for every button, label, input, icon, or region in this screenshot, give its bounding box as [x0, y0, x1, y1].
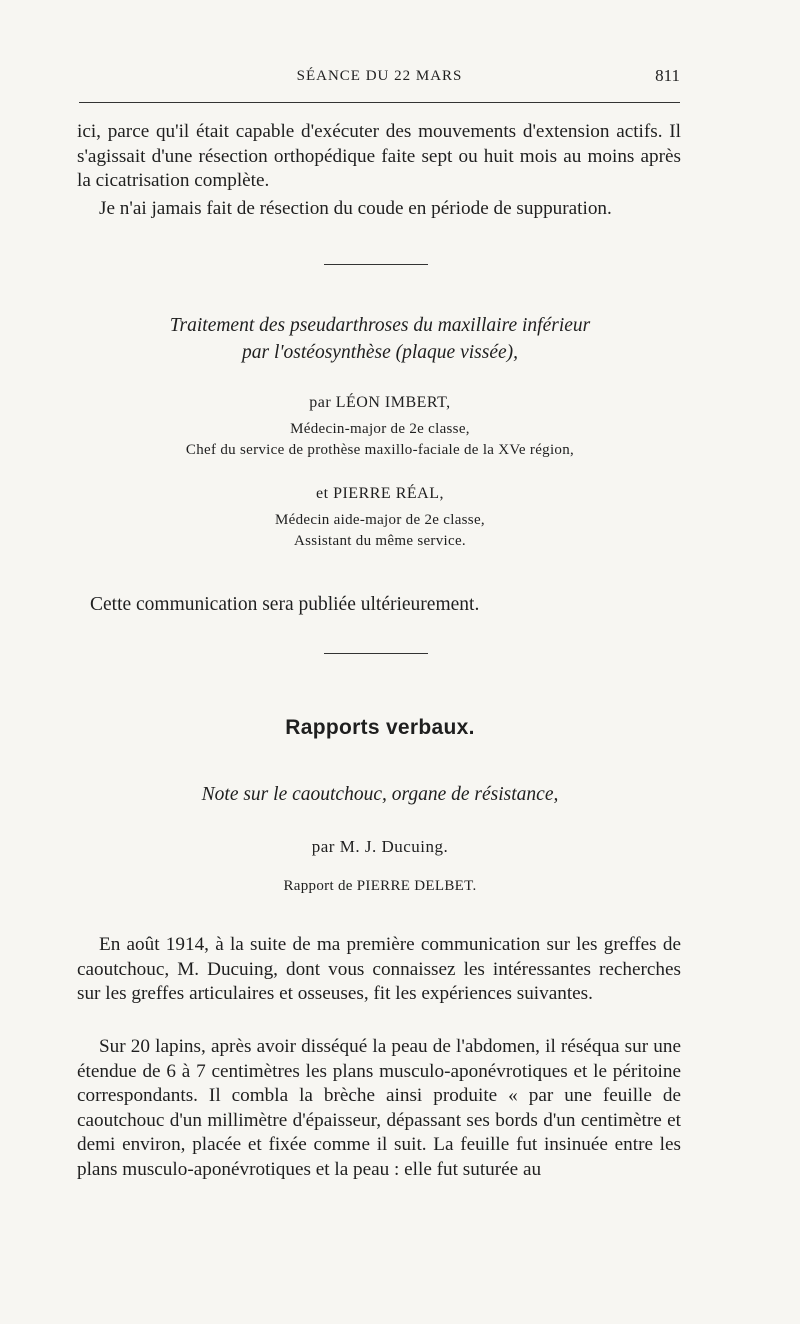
intro-paragraph-2: Je n'ai jamais fait de résection du coude en période de suppuration.: [99, 198, 612, 219]
author-1-affiliation-2: Chef du service de prothèse maxillo-faciale de la XVe région,: [185, 442, 575, 458]
running-head-title: SÉANCE DU 22 MARS: [296, 68, 463, 84]
publication-note: Cette communication sera publiée ultérieurement.: [90, 594, 480, 615]
author-1: par LÉON IMBERT,: [309, 394, 451, 411]
section-divider: [324, 264, 428, 265]
author-2-affiliation-1: Médecin aide-major de 2e classe,: [275, 512, 485, 528]
page-number: 811: [655, 66, 680, 85]
intro-paragraph: ici, parce qu'il était capable d'exécuter des mouvements d'extension actifs. Il s'agissait d'une résection orthopédique faite sept ou huit mois au moins après la cicatrisation complète.: [77, 121, 681, 191]
header-rule: [79, 102, 680, 103]
section-heading: Rapports verbaux.: [285, 716, 475, 739]
body-paragraph-1: En août 1914, à la suite de ma première communication sur les greffes de caoutchouc, M. Ducuing, dont vous connaissez les intéressantes recherches sur les greffes articulaires et osseuses, fit les expériences suivantes.: [77, 934, 681, 1004]
report-attribution: Rapport de PIERRE DELBET.: [283, 878, 477, 894]
author-2: et PIERRE RÉAL,: [316, 485, 444, 502]
author-2-affiliation-2: Assistant du même service.: [294, 533, 466, 549]
article-title-line-1: Traitement des pseudarthroses du maxillaire inférieur: [169, 315, 591, 336]
author-1-affiliation-1: Médecin-major de 2e classe,: [290, 421, 470, 437]
body-paragraph-2: Sur 20 lapins, après avoir disséqué la peau de l'abdomen, il réséqua sur une étendue de 6 à 7 centimètres les plans musculo-aponévrotiques et le péritoine correspondants. Il combla la brèche ainsi produite « par une feuille de caoutchouc d'un millimètre d'épaisseur, dépassant ses bords d'un centimètre et demi environ, placée et fixée comme il suit. La feuille fut insinuée entre les plans musculo-aponévrotiques et la peau : elle fut suturée au: [77, 1036, 681, 1180]
note-title: Note sur le caoutchouc, organe de résistance,: [201, 784, 559, 805]
article-title-line-2: par l'ostéosynthèse (plaque vissée),: [241, 342, 519, 363]
running-head: [79, 66, 680, 90]
note-author: par M. J. Ducuing.: [311, 837, 449, 856]
section-divider: [324, 653, 428, 654]
